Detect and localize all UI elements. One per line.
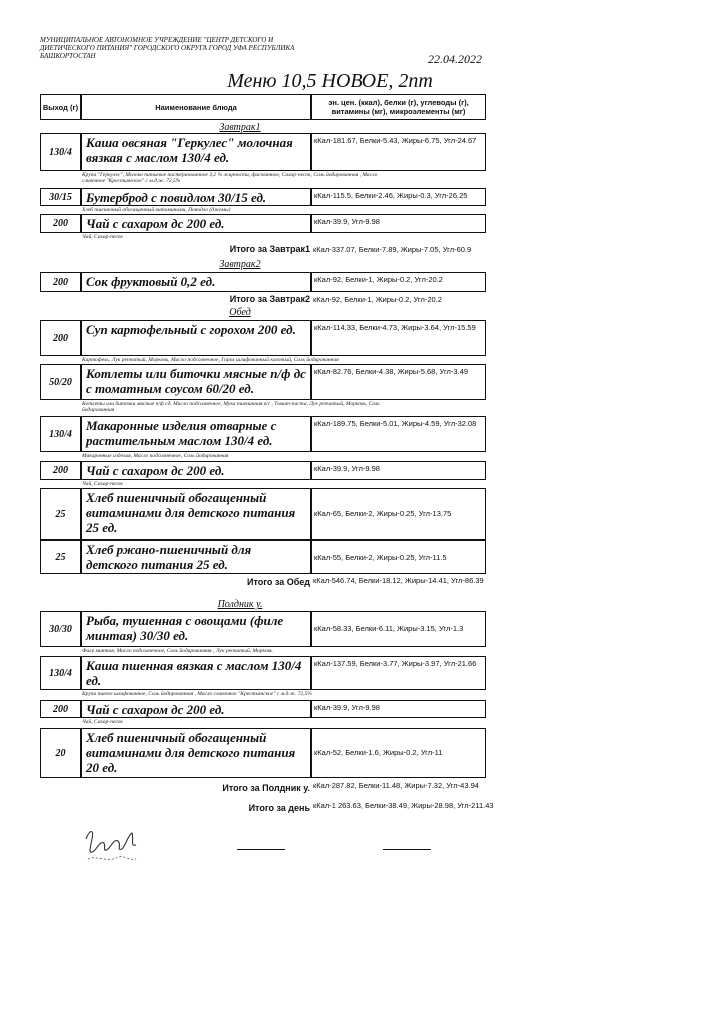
item-nutrition: кКал-115.5, Белки-2.46, Жиры-0.3, Угл-26.25 <box>311 188 486 206</box>
menu-date: 22.04.2022 <box>428 52 482 66</box>
section-total: кКал-337.07, Белки-7.89, Жиры-7.05, Угл-60.9 <box>313 245 472 254</box>
signature-line <box>237 849 285 850</box>
organization-name: МУНИЦИПАЛЬНОЕ АВТОНОМНОЕ УЧРЕЖДЕНИЕ "ЦЕНТР ДЕТСКОГО И ДИЕТИЧЕСКОГО ПИТАНИЯ" ГОРОДСКОГО ОКРУГА ГОРОД УФА РЕСПУБЛИКА БАШКОРТОСТАН <box>40 36 295 60</box>
item-yield: 25 <box>40 488 81 540</box>
item-yield: 200 <box>40 320 81 356</box>
section-total-label: Итого за Обед <box>246 577 310 587</box>
header-dish: Наименование блюда <box>81 94 311 120</box>
item-dish: Чай с сахаром дс 200 ед. <box>81 461 311 480</box>
item-nutrition: кКал-137.59, Белки-3.77, Жиры-3.97, Угл-21.66 <box>311 656 486 690</box>
item-dish: Чай с сахаром дс 200 ед. <box>81 214 311 233</box>
day-total: кКал-1 263.63, Белки-38.49, Жиры-28.98, Угл-211.43 <box>313 801 494 810</box>
item-ingredients: Чай, Сахар-песок <box>82 234 123 240</box>
item-yield: 30/30 <box>40 611 81 647</box>
item-dish: Хлеб пшеничный обогащенный витаминами для детского питания 25 ед. <box>81 488 311 540</box>
item-nutrition: кКал-181.67, Белки-5.43, Жиры-6.75, Угл-24.67 <box>311 133 486 171</box>
section-title: Завтрак1 <box>219 122 261 133</box>
item-dish: Чай с сахаром дс 200 ед. <box>81 700 311 718</box>
item-yield: 130/4 <box>40 416 81 452</box>
item-dish: Каша овсяная "Геркулес" молочная вязкая с маслом 130/4 ед. <box>81 133 311 171</box>
item-nutrition: кКал-39.9, Угл-9.98 <box>311 461 486 480</box>
item-nutrition: кКал-82.76, Белки-4.38, Жиры-5.68, Угл-3.49 <box>311 364 486 400</box>
item-nutrition: кКал-39.9, Угл-9.98 <box>311 700 486 718</box>
item-ingredients: Котлеты или биточки мясные п/ф сд, Масло подсолнечное, Мука пшеничная в/с , Томат-паста, Лук репчатый, Морковь, Соль йодированная <box>82 401 380 413</box>
item-ingredients: Чай, Сахар-песок <box>82 481 123 487</box>
day-total-label: Итого за день <box>248 803 310 813</box>
item-dish: Каша пшенная вязкая с маслом 130/4 ед. <box>81 656 311 690</box>
item-dish: Суп картофельный с горохом 200 ед. <box>81 320 311 356</box>
item-dish: Котлеты или биточки мясные п/ф дс с томатным соусом 60/20 ед. <box>81 364 311 400</box>
item-nutrition: кКал-65, Белки-2, Жиры-0.25, Угл-13.75 <box>311 488 486 540</box>
header-yield: Выход (г) <box>40 94 81 120</box>
signature-line <box>383 849 431 850</box>
page-title: Меню 10,5 НОВОЕ, 2пт <box>227 70 433 92</box>
item-nutrition: кКал-39.9, Угл-9.98 <box>311 214 486 233</box>
item-ingredients: Картофель, Лук репчатый, Морковь, Масло подсолнечное, Горох шлифованный колотый, Соль йодированная <box>82 357 339 363</box>
item-nutrition: кКал-114.33, Белки-4.73, Жиры-3.64, Угл-15.59 <box>311 320 486 356</box>
item-nutrition: кКал-92, Белки-1, Жиры-0.2, Угл-20.2 <box>311 272 486 292</box>
item-yield: 130/4 <box>40 656 81 690</box>
item-yield: 20 <box>40 728 81 778</box>
section-total-label: Итого за Полдник у. <box>222 783 310 793</box>
header-nutrition: эн. цен. (ккал), белки (г), углеводы (г), витамины (мг), микроэлементы (мг) <box>311 94 486 120</box>
section-title: Обед <box>229 307 251 318</box>
item-ingredients: Филе минтая, Масло подсолнечное, Соль йодированная , Лук репчатый, Морковь <box>82 648 273 654</box>
item-nutrition: кКал-189.75, Белки-5.01, Жиры-4.59, Угл-32.08 <box>311 416 486 452</box>
item-nutrition: кКал-58.33, Белки-6.11, Жиры-3.15, Угл-1.3 <box>311 611 486 647</box>
item-yield: 130/4 <box>40 133 81 171</box>
item-ingredients: Хлеб пшеничный обогащенный витаминами, Повидло (джемы) <box>82 207 231 213</box>
item-ingredients: Чай, Сахар-песок <box>82 719 123 725</box>
item-yield: 200 <box>40 700 81 718</box>
section-total-label: Итого за Завтрак1 <box>229 244 310 254</box>
section-total-label: Итого за Завтрак2 <box>229 294 310 304</box>
item-yield: 200 <box>40 272 81 292</box>
item-ingredients: Крупа "Геркулес", Молоко питьевое пастеризованное 3,2 % жирности, фасованное, Сахар-песок, Соль йодированная , Масло сливочное "Крестьянское" с м.д.ж. 72,5% <box>82 172 378 184</box>
item-nutrition: кКал-55, Белки-2, Жиры-0.25, Угл-11.5 <box>311 540 486 574</box>
item-dish: Хлеб ржано-пшеничный для детского питания 25 ед. <box>81 540 311 574</box>
item-dish: Макаронные изделия отварные с растительным маслом 130/4 ед. <box>81 416 311 452</box>
item-ingredients: Крупа пшено шлифованное, Соль йодированная , Масло сливочное "Крестьянское" с м.д.ж. 72,5% <box>82 691 312 697</box>
item-ingredients: Макаронные изделия, Масло подсолнечное, Соль йодированная <box>82 453 229 459</box>
item-dish: Хлеб пшеничный обогащенный витаминами для детского питания 20 ед. <box>81 728 311 778</box>
section-total: кКал-287.82, Белки-11.48, Жиры-7.32, Угл-43.94 <box>313 781 479 790</box>
item-nutrition: кКал-52, Белки-1.6, Жиры-0.2, Угл-11 <box>311 728 486 778</box>
section-title: Завтрак2 <box>219 259 261 270</box>
item-dish: Сок фруктовый 0,2 ед. <box>81 272 311 292</box>
handwritten-signature <box>82 825 142 875</box>
item-dish: Бутерброд с повидлом 30/15 ед. <box>81 188 311 206</box>
item-yield: 25 <box>40 540 81 574</box>
item-yield: 200 <box>40 461 81 480</box>
section-title: Полдник у. <box>217 599 263 610</box>
section-total: кКал-92, Белки-1, Жиры-0.2, Угл-20.2 <box>313 295 442 304</box>
item-yield: 50/20 <box>40 364 81 400</box>
item-yield: 30/15 <box>40 188 81 206</box>
item-dish: Рыба, тушенная с овощами (филе минтая) 30/30 ед. <box>81 611 311 647</box>
section-total: кКал-546.74, Белки-18.12, Жиры-14.41, Угл-86.39 <box>313 576 484 585</box>
item-yield: 200 <box>40 214 81 233</box>
